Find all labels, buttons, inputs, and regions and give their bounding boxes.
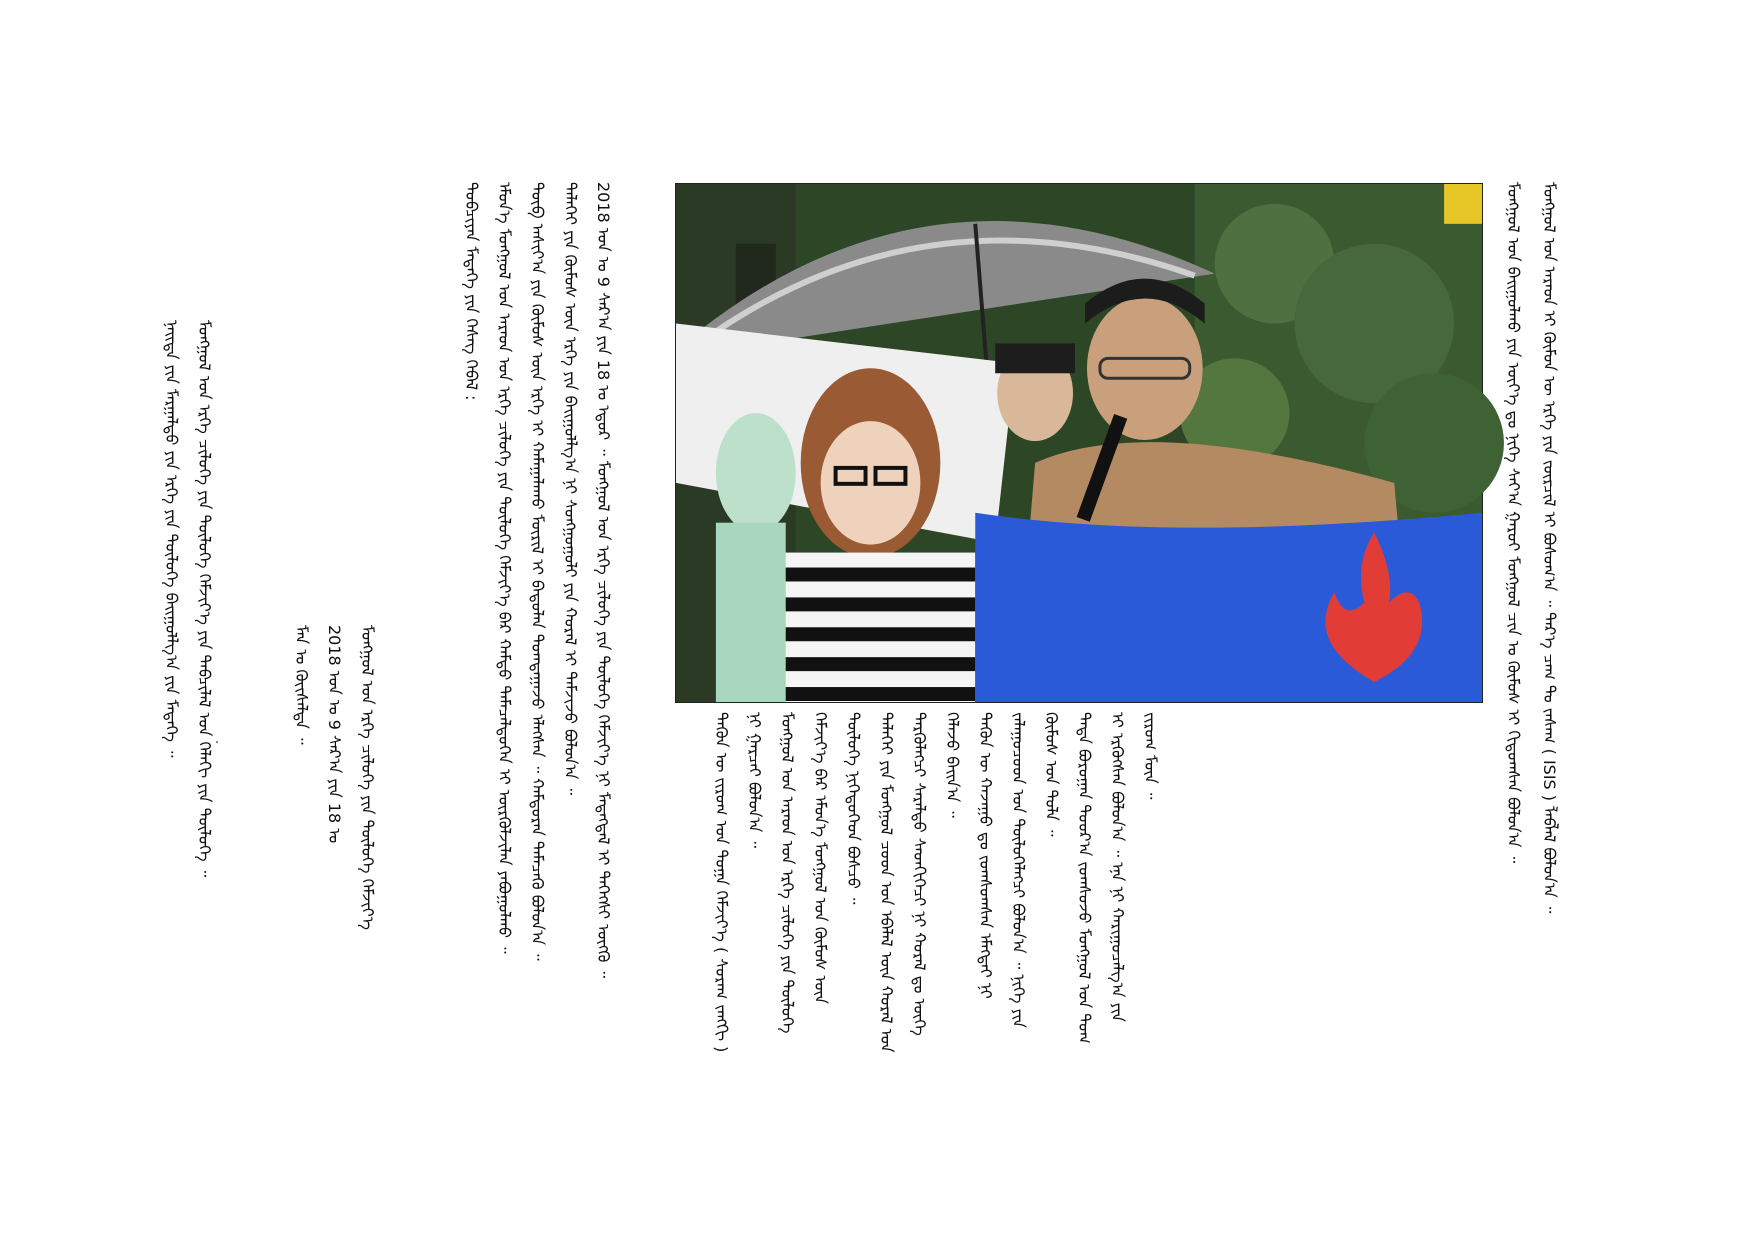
striped-shirt [776,553,976,702]
caption-columns [705,712,1410,1062]
footer-line-1: ᠨᠡᠢᠲᠡ ᠶᠢᠨ ᠮᠠᠷᠭᠠᠯᠲᠤ ᠶᠢᠨ ᠡᠷᠬᠡ ᠶᠢᠨ ᠲᠥᠯᠦᠭᠡ ᠪᠠᠢᠭᠤᠯᠯᠭ᠎ᠠ ᠶᠢᠨ ᠮᠡᠳᠡᠭᠡ ᠃ [162,320,181,758]
footer-line-2: ᠮᠣᠩᠭᠣᠯ ᠤᠨ ᠡᠷᠬᠡ ᠴᠢᠯᠦᠭᠡ ᠶᠢᠨ ᠲᠥᠯᠦᠭᠡ ᠬᠡᠮᠵᠢᠶ᠎ᠡ ᠶᠢᠨ ᠲᠡᠪᠴᠢᠯᠡᠯ ᠤᠨ ᠬᠡᠯᠡᠬᠢ ᠶᠢᠨ ᠲᠥᠯᠦᠭᠡ ᠃ [195,320,214,878]
caption-column-1: ᠲᠡᠭᠦᠨ ᠦ ᠵᠢᠷᠤᠭ ᠤᠨ ᠲᠣᠭᠠ ᠬᠡᠮᠵᠢᠶ᠎ᠡ ( ᠰᠤᠷᠠᠭ ᠵᠠᠩᠭᠢ ) ᠨᠢ ᠭᠠᠷᠴᠠᠢ ᠪᠣᠯᠤᠨ᠎ᠠ ᠃ [712,712,764,1053]
signoff-date: 2018 ᠣᠨ ᠤ 9 ᠰᠠᠷ᠎ᠠ ᠶᠢᠨ 18 ᠤ [325,625,344,844]
middle-column-4: ᠳᠡᠯᠡᠬᠡᠢ ᠶᠢᠨ ᠬᠦᠮᠦᠰ ᠦᠨ ᠡᠷᠬᠡ ᠶᠢᠨ ᠪᠠᠢᠭᠤᠯᠯᠭ᠎ᠠ ᠨᠢ ᠰᠣᠩᠭᠣᠭᠤᠯᠢ ᠶᠢᠨ ᠬᠤᠷᠠᠯ ᠢ ᠳᠡᠮᠵᠢᠵᠦ ᠪᠣᠯᠤᠨ᠎ᠠ ᠃ [561,182,580,795]
caption-column-4: ᠲᠡᠭᠦᠨ ᠦ ᠬᠠᠵᠠᠭᠤ ᠳᠤ ᠵᠣᠭᠰᠤᠭᠰᠠᠨ ᠡᠮᠡᠭᠲᠡᠢ ᠨᠢ ᠵᠠᠯᠠᠭᠤᠴᠤᠳ ᠤᠨ ᠲᠥᠯᠦᠭᠡᠯᠡᠭᠴᠢ ᠪᠣᠯᠤᠨ᠎ᠠ ᠃ ᠨᠢᠭᠡ ᠶᠢᠨ ᠬᠦᠮᠦᠰ ᠤᠨ ᠲᠤᠯᠠ ᠃ [976,712,1061,1028]
protest-photo [675,183,1483,703]
signoff [285,625,390,1025]
top-column-1: ᠮᠣᠩᠭᠣᠯ ᠤᠨ ᠪᠠᠢᠭᠤᠯᠬᠤ ᠶᠢᠨ ᠦᠶ᠎ᠡ ᠳᠤ ᠨᠢᠭᠡ ᠰᠠᠶ᠎ᠠ ᠭᠠᠷᠤᠢ ᠮᠣᠩᠭᠣᠯ ᠴᠢᠨ ᠤ ᠬᠦᠮᠦᠰ ᠢ ᠬᠢᠳᠤᠭᠰᠠᠨ ᠪᠣᠯᠤᠨ᠎ᠠ ᠃ [1504,182,1523,864]
caption-column-2: ᠮᠣᠩᠭᠣᠯ ᠤᠨ ᠠᠷᠠᠳ ᠤᠨ ᠡᠷᠬᠡ ᠴᠢᠯᠦᠭᠡ ᠶᠢᠨ ᠲᠥᠯᠦᠭᠡ ᠬᠡᠮᠵᠢᠶ᠎ᠡ ᠪᠡᠷ ᠡᠮᠦᠨ᠎ᠡ ᠮᠣᠩᠭᠣᠯ ᠤᠨ ᠬᠦᠮᠦᠰ ᠦᠨ ᠲᠥᠯᠦᠭᠡ ᠨᠢᠭᠡᠳᠦᠭᠡᠳ ᠪᠣᠰᠴᠤ ᠃ [778,712,863,1034]
caption-column-3: ᠳᠡᠯᠡᠬᠡᠢ ᠶᠢᠨ ᠮᠣᠩᠭᠣᠯ ᠴᠤᠳ ᠤᠨ ᠡᠪᠡᠯᠡᠯ ᠦᠨ ᠬᠤᠷᠠᠯ ᠤᠨ ᠲᠡᠷᠭᠦᠯᠡᠭᠴᠢ ᠰᠡᠷᠡᠯᠲᠦ ᠰᠡᠳᠬᠢᠭᠡᠴᠢ ᠨᠢ ᠬᠤᠷᠠᠯ ᠳᠤ ᠦᠭᠡ ᠬᠡᠯᠡᠵᠦ ᠪᠠᠢᠨ᠎ᠠ ᠃ [877,712,962,1053]
middle-heading: ᠲᠣᠪᠴᠢᠶᠠᠨ ᠮᠡᠳᠡᠭᠡ ᠶᠢᠨ ᠬᠡᠰᠡᠭ ᠬᠡᠪᠡᠯ : [462,182,481,401]
middle-columns [455,182,655,1062]
photo-illustration [676,184,1482,702]
top-columns [1495,182,1559,1052]
middle-column-3: ᠲᠥᠪ ᠠᠰᠢᠶ᠎ᠠ ᠶᠢᠨ ᠬᠦᠮᠦᠰ ᠦᠨ ᠡᠷᠬᠡ ᠢ ᠬᠠᠮᠠᠭᠠᠯᠠᠬᠤ ᠮᠦᠷᠢᠯ ᠢ ᠪᠠᠲᠤᠯᠠᠨ ᠲᠣᠭᠲᠠᠭᠠᠵᠤ ᠡᠯᠡᠭᠰᠡᠨ ᠃ ᠬᠠᠮᠲᠤᠷᠠᠨ ᠲᠡᠮᠡᠴᠡᠬᠦ ᠪᠣᠯᠤᠨ᠎ᠠ ᠃ [528,182,547,961]
middle-column-5: 2018 ᠣᠨ ᠤ 9 ᠰᠠᠷ᠎ᠠ ᠶᠢᠨ 18 ᠤ ᠡᠳᠦᠷ ᠃ ᠮᠣᠩᠭᠣᠯ ᠤᠨ ᠡᠷᠬᠡ ᠴᠢᠯᠦᠭᠡ ᠶᠢᠨ ᠲᠥᠯᠦᠭᠡ ᠬᠡᠮᠵᠢᠶ᠎ᠡ ᠨᠢ ᠮᠡᠳᠡᠭᠳᠡᠯ ᠢ ᠳᠡᠭᠡᠭᠰᠢ ᠥᠭᠬᠦ ᠃ [594,182,613,978]
footer-columns [155,320,225,920]
top-column-2: ᠮᠣᠩᠭᠣᠯ ᠤᠨ ᠠᠷᠠᠳ ᠢ ᠬᠦᠮᠦᠨ ᠦ ᠡᠷᠬᠡ ᠶᠢᠨ ᠵᠥᠷᠴᠢᠯ ᠢ ᠪᠣᠰᠤᠭ᠎ᠠ ᠃ ᠲᠡᠷ᠎ᠡ ᠴᠠᠭ ᠲᠤ ᠵᠠᠰᠠᠭ ( ISIS ) ᠯᠠᠪᠯᠠᠯ ᠪᠣᠯᠤᠨ᠎ᠠ ᠃ [1540,182,1559,914]
caption-column-5: ᠲᠡᠳᠡ ᠪᠣᠷᠣᠭᠠᠨ ᠳᠣᠤᠷ᠎ᠠ ᠵᠣᠭᠰᠤᠵᠤ ᠮᠣᠩᠭᠣᠯ ᠤᠨ ᠲᠤᠭ ᠢ ᠡᠷᠭᠦᠭᠰᠡᠨ ᠪᠣᠯᠤᠨ᠎ᠠ ᠃ ᠡᠨᠡ ᠨᠢ ᠬᠠᠷᠢᠭᠤᠴᠠᠯᠭ᠎ᠠ ᠶᠢᠨ ᠵᠢᠷᠤᠭ ᠮᠥᠨ ᠃ [1075,712,1160,1044]
signoff-line-1: ᠮᠠᠨ ᠤ ᠬᠦᠢᠰᠡᠯᠲᠡ ᠃ [292,625,311,745]
signoff-org: ᠮᠣᠩᠭᠣᠯ ᠤᠨ ᠡᠷᠬᠡ ᠴᠢᠯᠦᠭᠡ ᠶᠢᠨ ᠲᠥᠯᠦᠭᠡ ᠬᠡᠮᠵᠢᠶ᠎ᠡ [358,625,377,930]
middle-column-2: ᠡᠮᠦᠨ᠎ᠡ ᠮᠣᠩᠭᠣᠯ ᠤᠨ ᠠᠷᠠᠳ ᠤᠨ ᠡᠷᠬᠡ ᠴᠢᠯᠦᠭᠡ ᠶᠢᠨ ᠲᠥᠯᠦᠭᠡ ᠬᠡᠮᠵᠢᠶ᠎ᠡ ᠪᠡᠷ ᠬᠠᠮᠲᠤ ᠲᠡᠮᠡᠴᠡᠯᠳᠦᠭᠡᠨ ᠢ ᠦᠷᠭᠦᠯᠵᠢᠯᠡᠨ ᠶᠠᠪᠤᠭᠤᠯᠬᠤ ᠃ [495,182,514,954]
